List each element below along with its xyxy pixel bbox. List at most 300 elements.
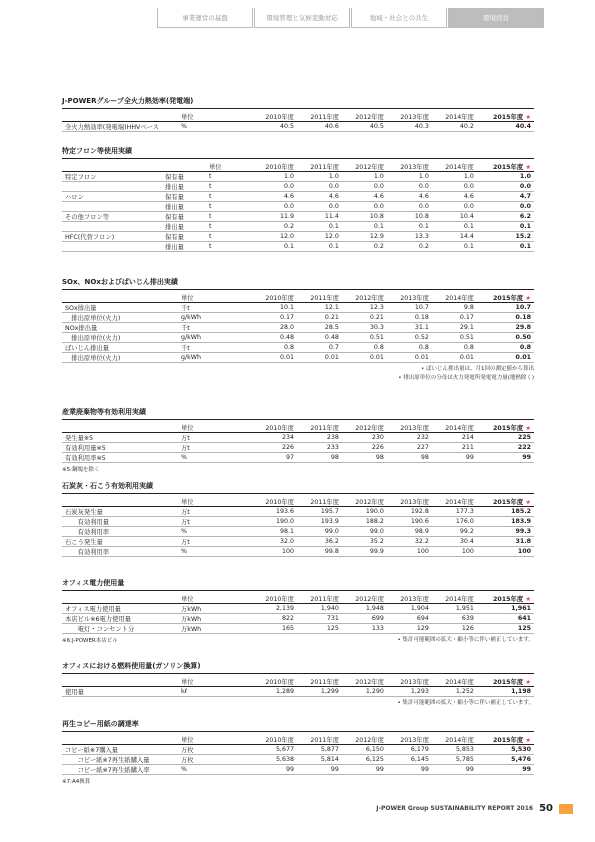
cell-value: 195.7 xyxy=(297,507,342,517)
cell-value: 0.0 xyxy=(477,182,534,192)
cell-value: 99 xyxy=(297,765,342,775)
table-row xyxy=(62,527,534,537)
cell-value: 13.3 xyxy=(387,232,432,242)
cell-value: 0.0 xyxy=(477,202,534,212)
header-year: 2013年度 xyxy=(387,497,432,507)
header-year: 2015年度 ★ xyxy=(477,112,534,122)
cell-value: 1,961 xyxy=(477,604,534,614)
row-unit: 千t xyxy=(178,323,252,333)
cell-value: 192.8 xyxy=(387,507,432,517)
row-label: 有効利用率※5 xyxy=(62,453,178,463)
row-unit: g/kWh xyxy=(178,353,252,363)
cell-value: 99 xyxy=(432,453,477,463)
table-row xyxy=(62,453,534,463)
cell-value: 0.0 xyxy=(432,182,477,192)
header-unit: 単位 xyxy=(178,112,252,122)
cell-value: 0.0 xyxy=(342,202,387,212)
header-blank xyxy=(62,112,178,122)
row-label: オフィス電力使用量 xyxy=(62,604,178,614)
table-row xyxy=(62,192,534,202)
header-unit: 単位 xyxy=(178,677,252,687)
header-year: 2013年度 xyxy=(387,735,432,745)
cell-value: 12.0 xyxy=(297,232,342,242)
cell-value: 98.1 xyxy=(252,527,297,537)
report-title: J-POWER Group SUSTAINABILITY REPORT 2016 xyxy=(376,805,534,812)
header-blank xyxy=(62,293,178,303)
tab-0[interactable]: 事業運営の基盤 xyxy=(157,8,253,28)
cell-value: 0.0 xyxy=(297,202,342,212)
cell-value: 1,293 xyxy=(387,687,432,697)
row-label: 石こう発生量 xyxy=(62,537,178,547)
cell-value: 0.8 xyxy=(342,343,387,353)
cell-value: 125 xyxy=(297,624,342,634)
cell-value: 190.0 xyxy=(342,507,387,517)
section-title: 石炭灰・石こう有効利用実績 xyxy=(62,481,534,494)
header-year: 2012年度 xyxy=(342,162,387,172)
row-unit: 万t xyxy=(178,537,252,547)
cell-value: 31.8 xyxy=(477,537,534,547)
row-unit: 万t xyxy=(178,443,252,453)
row-sublabel: 保有量 xyxy=(162,212,206,222)
row-unit: t xyxy=(206,182,252,192)
row-unit: % xyxy=(178,765,252,775)
cell-value: 6,125 xyxy=(342,755,387,765)
cell-value: 99 xyxy=(342,765,387,775)
cell-value: 40.2 xyxy=(432,122,477,132)
cell-value: 165 xyxy=(252,624,297,634)
header-year: 2010年度 xyxy=(252,735,297,745)
header-row xyxy=(62,594,534,604)
header-year: 2010年度 xyxy=(252,293,297,303)
cell-value: 14.4 xyxy=(432,232,477,242)
footer xyxy=(376,803,573,814)
cell-value: 10.1 xyxy=(252,303,297,313)
header-unit: 単位 xyxy=(178,497,252,507)
cell-value: 32.0 xyxy=(252,537,297,547)
section-title: オフィス電力使用量 xyxy=(62,578,534,591)
cell-value: 0.1 xyxy=(477,222,534,232)
section-title: 再生コピー用紙の調達率 xyxy=(62,719,534,732)
row-unit: 千t xyxy=(178,343,252,353)
office-fuel-table xyxy=(62,677,534,697)
cell-value: 0.0 xyxy=(252,202,297,212)
cell-value: 0.0 xyxy=(387,202,432,212)
cell-value: 230 xyxy=(342,433,387,443)
header-year: 2011年度 xyxy=(297,594,342,604)
table-row xyxy=(62,172,534,182)
cell-value: 0.17 xyxy=(432,313,477,323)
cell-value: 0.0 xyxy=(342,182,387,192)
table-row xyxy=(62,122,534,132)
header-unit: 単位 xyxy=(178,735,252,745)
table-row xyxy=(62,517,534,527)
star-icon: ★ xyxy=(525,295,531,302)
cell-value: 99.9 xyxy=(342,547,387,557)
cell-value: 1,951 xyxy=(432,604,477,614)
cell-value: 226 xyxy=(342,443,387,453)
cell-value: 183.9 xyxy=(477,517,534,527)
cell-value: 5,853 xyxy=(432,745,477,755)
row-unit: t xyxy=(206,222,252,232)
cell-value: 40.4 xyxy=(477,122,534,132)
cell-value: 1,289 xyxy=(252,687,297,697)
header-year: 2015年度 ★ xyxy=(477,594,534,604)
cell-value: 6,145 xyxy=(387,755,432,765)
table-row xyxy=(62,222,534,232)
cell-value: 694 xyxy=(387,614,432,624)
header-year: 2014年度 xyxy=(432,735,477,745)
row-label: 石炭灰発生量 xyxy=(62,507,178,517)
freon-table xyxy=(62,162,534,252)
cell-value: 5,530 xyxy=(477,745,534,755)
header-year: 2012年度 xyxy=(342,293,387,303)
cell-value: 6.2 xyxy=(477,212,534,222)
header-unit: 単位 xyxy=(178,423,252,433)
header-year: 2015年度 ★ xyxy=(477,423,534,433)
cell-value: 0.8 xyxy=(252,343,297,353)
cell-value: 6,179 xyxy=(387,745,432,755)
cell-value: 211 xyxy=(432,443,477,453)
row-unit: 万t xyxy=(178,517,252,527)
cell-value: 98 xyxy=(342,453,387,463)
header-blank xyxy=(62,497,178,507)
row-unit: 万枚 xyxy=(178,745,252,755)
row-label xyxy=(62,202,162,212)
cell-value: 11.9 xyxy=(252,212,297,222)
row-label: 電灯・コンセント分 xyxy=(62,624,178,634)
star-icon: ★ xyxy=(525,679,531,686)
cell-value: 1.0 xyxy=(477,172,534,182)
cell-value: 10.7 xyxy=(477,303,534,313)
table-row xyxy=(62,202,534,212)
cell-value: 1,948 xyxy=(342,604,387,614)
cell-value: 2,139 xyxy=(252,604,297,614)
cell-value: 32.2 xyxy=(387,537,432,547)
cell-value: 193.6 xyxy=(252,507,297,517)
coal-ash-table xyxy=(62,497,534,557)
header-year: 2014年度 xyxy=(432,293,477,303)
note: • 集計可能範囲の拡大・縮小等に伴い補正しています。 xyxy=(397,700,534,706)
row-unit: kℓ xyxy=(178,687,252,697)
row-label: 特定フロン xyxy=(62,172,162,182)
section-title: オフィスにおける燃料使用量(ガソリン換算) xyxy=(62,661,534,674)
star-icon: ★ xyxy=(525,114,531,121)
cell-value: 98 xyxy=(387,453,432,463)
cell-value: 12.3 xyxy=(342,303,387,313)
header-year: 2011年度 xyxy=(297,423,342,433)
header-year: 2011年度 xyxy=(297,162,342,172)
star-icon: ★ xyxy=(525,737,531,744)
row-label xyxy=(62,242,162,252)
row-label: SOx排出量 xyxy=(62,303,178,313)
table-row xyxy=(62,604,534,614)
cell-value: 0.01 xyxy=(252,353,297,363)
row-label: コピー紙※7再生紙購入率 xyxy=(62,765,178,775)
cell-value: 4.6 xyxy=(342,192,387,202)
row-unit: % xyxy=(178,527,252,537)
header-year: 2015年度 ★ xyxy=(477,735,534,745)
cell-value: 176.0 xyxy=(432,517,477,527)
tab-3[interactable]: 環境経営 xyxy=(448,8,544,28)
header-year: 2011年度 xyxy=(297,735,342,745)
page-number: 50 xyxy=(539,803,553,814)
row-unit: 万t xyxy=(178,433,252,443)
table-row xyxy=(62,433,534,443)
cell-value: 0.1 xyxy=(387,222,432,232)
row-label: ハロン xyxy=(62,192,162,202)
cell-value: 4.6 xyxy=(252,192,297,202)
top-tabs xyxy=(157,8,545,28)
table-row xyxy=(62,353,534,363)
row-unit: 万kWh xyxy=(178,614,252,624)
row-unit: g/kWh xyxy=(178,313,252,323)
table-row xyxy=(62,343,534,353)
table-row xyxy=(62,303,534,313)
cell-value: 99 xyxy=(387,765,432,775)
header-row xyxy=(62,423,534,433)
cell-value: 4.6 xyxy=(387,192,432,202)
cell-value: 0.01 xyxy=(297,353,342,363)
cell-value: 4.7 xyxy=(477,192,534,202)
cell-value: 5,814 xyxy=(297,755,342,765)
row-sublabel: 排出量 xyxy=(162,202,206,212)
cell-value: 100 xyxy=(477,547,534,557)
header-year: 2013年度 xyxy=(387,112,432,122)
row-label: NOx排出量 xyxy=(62,323,178,333)
star-icon: ★ xyxy=(525,499,531,506)
cell-value: 0.18 xyxy=(387,313,432,323)
header-unit: 単位 xyxy=(178,594,252,604)
row-label: コピー紙※7再生紙購入量 xyxy=(62,755,178,765)
row-label: HFC(代替フロン) xyxy=(62,232,162,242)
cell-value: 0.8 xyxy=(477,343,534,353)
cell-value: 5,877 xyxy=(297,745,342,755)
note: • 集計可能範囲の拡大・縮小等に伴い補正しています。 xyxy=(397,637,534,643)
cell-value: 15.2 xyxy=(477,232,534,242)
table-row xyxy=(62,507,534,517)
star-icon: ★ xyxy=(525,596,531,603)
header-year: 2010年度 xyxy=(252,497,297,507)
table-row xyxy=(62,765,534,775)
row-unit: t xyxy=(206,172,252,182)
cell-value: 4.6 xyxy=(432,192,477,202)
table-row xyxy=(62,323,534,333)
cell-value: 238 xyxy=(297,433,342,443)
row-unit: t xyxy=(206,212,252,222)
cell-value: 0.48 xyxy=(297,333,342,343)
header-year: 2011年度 xyxy=(297,293,342,303)
cell-value: 0.0 xyxy=(432,202,477,212)
cell-value: 1,198 xyxy=(477,687,534,697)
header-year: 2012年度 xyxy=(342,735,387,745)
cell-value: 40.5 xyxy=(252,122,297,132)
cell-value: 226 xyxy=(252,443,297,453)
cell-value: 1.0 xyxy=(297,172,342,182)
thermal-efficiency-table xyxy=(62,112,534,132)
row-unit: 万kWh xyxy=(178,624,252,634)
cell-value: 0.2 xyxy=(387,242,432,252)
cell-value: 177.3 xyxy=(432,507,477,517)
header-row xyxy=(62,112,534,122)
cell-value: 0.50 xyxy=(477,333,534,343)
row-label: 本店ビル※6電力使用量 xyxy=(62,614,178,624)
cell-value: 28.5 xyxy=(297,323,342,333)
row-unit: % xyxy=(178,547,252,557)
cell-value: 29.1 xyxy=(432,323,477,333)
row-unit: 万t xyxy=(178,507,252,517)
table-row xyxy=(62,687,534,697)
section-freon xyxy=(62,146,534,252)
cell-value: 0.7 xyxy=(297,343,342,353)
header-year: 2010年度 xyxy=(252,594,297,604)
table-row xyxy=(62,755,534,765)
cell-value: 0.0 xyxy=(297,182,342,192)
header-year: 2012年度 xyxy=(342,594,387,604)
header-year: 2012年度 xyxy=(342,423,387,433)
row-unit: g/kWh xyxy=(178,333,252,343)
cell-value: 0.1 xyxy=(432,222,477,232)
star-icon: ★ xyxy=(525,425,531,432)
note: ※5:鋼塊を除く xyxy=(62,467,100,473)
header-year: 2010年度 xyxy=(252,162,297,172)
cell-value: 99.8 xyxy=(297,547,342,557)
cell-value: 0.8 xyxy=(432,343,477,353)
cell-value: 0.8 xyxy=(387,343,432,353)
cell-value: 214 xyxy=(432,433,477,443)
cell-value: 5,677 xyxy=(252,745,297,755)
row-label: 発生量※5 xyxy=(62,433,178,443)
cell-value: 11.4 xyxy=(297,212,342,222)
cell-value: 1,904 xyxy=(387,604,432,614)
row-label: 排出原単位(火力) xyxy=(62,313,178,323)
cell-value: 35.2 xyxy=(342,537,387,547)
section-title: J-POWERグループ全火力熱効率(発電端) xyxy=(62,96,534,109)
cell-value: 36.2 xyxy=(297,537,342,547)
cell-value: 0.2 xyxy=(252,222,297,232)
row-label: 有効利用量※5 xyxy=(62,443,178,453)
cell-value: 0.18 xyxy=(477,313,534,323)
cell-value: 0.1 xyxy=(477,242,534,252)
section-office-power xyxy=(62,578,534,644)
header-blank xyxy=(62,594,178,604)
cell-value: 0.1 xyxy=(297,222,342,232)
row-unit: % xyxy=(178,453,252,463)
header-row xyxy=(62,677,534,687)
cell-value: 0.51 xyxy=(342,333,387,343)
sox-nox-table xyxy=(62,293,534,363)
header-row xyxy=(62,293,534,303)
section-title: 産業廃棄物等有効利用実績 xyxy=(62,407,534,420)
header-year: 2011年度 xyxy=(297,112,342,122)
note: ※7:A4換算 xyxy=(62,779,91,785)
cell-value: 185.2 xyxy=(477,507,534,517)
cell-value: 731 xyxy=(297,614,342,624)
row-unit: 千t xyxy=(178,303,252,313)
cell-value: 0.01 xyxy=(432,353,477,363)
section-office-fuel xyxy=(62,661,534,706)
cell-value: 1,299 xyxy=(297,687,342,697)
cell-value: 100 xyxy=(387,547,432,557)
cell-value: 5,785 xyxy=(432,755,477,765)
cell-value: 40.6 xyxy=(297,122,342,132)
cell-value: 29.8 xyxy=(477,323,534,333)
table-row xyxy=(62,182,534,192)
header-year: 2011年度 xyxy=(297,677,342,687)
cell-value: 0.01 xyxy=(477,353,534,363)
cell-value: 1,290 xyxy=(342,687,387,697)
row-unit: t xyxy=(206,232,252,242)
table-row xyxy=(62,212,534,222)
cell-value: 188.2 xyxy=(342,517,387,527)
cell-value: 5,638 xyxy=(252,755,297,765)
cell-value: 97 xyxy=(252,453,297,463)
header-blank xyxy=(62,677,178,687)
row-sublabel: 保有量 xyxy=(162,232,206,242)
header-blank xyxy=(62,162,162,172)
cell-value: 10.4 xyxy=(432,212,477,222)
cell-value: 12.9 xyxy=(342,232,387,242)
cell-value: 99.0 xyxy=(342,527,387,537)
cell-value: 233 xyxy=(297,443,342,453)
cell-value: 10.7 xyxy=(387,303,432,313)
cell-value: 232 xyxy=(387,433,432,443)
cell-value: 193.9 xyxy=(297,517,342,527)
row-unit: % xyxy=(178,122,252,132)
cell-value: 227 xyxy=(387,443,432,453)
cell-value: 1,252 xyxy=(432,687,477,697)
cell-value: 234 xyxy=(252,433,297,443)
tab-1[interactable]: 環境管理と気候変動対応 xyxy=(254,8,350,28)
cell-value: 0.01 xyxy=(387,353,432,363)
cell-value: 98.9 xyxy=(387,527,432,537)
row-label: その他フロン等 xyxy=(62,212,162,222)
cell-value: 12.1 xyxy=(297,303,342,313)
header-blank xyxy=(62,735,178,745)
header-year: 2013年度 xyxy=(387,594,432,604)
section-title: SOx、NOxおよびばいじん排出実績 xyxy=(62,277,534,290)
header-unit: 単位 xyxy=(206,162,252,172)
cell-value: 0.0 xyxy=(252,182,297,192)
table-row xyxy=(62,547,534,557)
table-row xyxy=(62,333,534,343)
cell-value: 99.2 xyxy=(432,527,477,537)
cell-value: 0.21 xyxy=(297,313,342,323)
row-unit: t xyxy=(206,192,252,202)
header-row xyxy=(62,497,534,507)
cell-value: 9.8 xyxy=(432,303,477,313)
cell-value: 99 xyxy=(477,453,534,463)
table-row xyxy=(62,745,534,755)
table-row xyxy=(62,624,534,634)
cell-value: 0.1 xyxy=(432,242,477,252)
cell-value: 10.8 xyxy=(387,212,432,222)
cell-value: 30.3 xyxy=(342,323,387,333)
cell-value: 40.3 xyxy=(387,122,432,132)
tab-2[interactable]: 地域・社会との共生 xyxy=(351,8,447,28)
header-year: 2012年度 xyxy=(342,677,387,687)
row-unit: 万kWh xyxy=(178,604,252,614)
cell-value: 100 xyxy=(432,547,477,557)
cell-value: 40.5 xyxy=(342,122,387,132)
cell-value: 0.0 xyxy=(387,182,432,192)
cell-value: 190.0 xyxy=(252,517,297,527)
row-sublabel: 排出量 xyxy=(162,242,206,252)
header-blank xyxy=(162,162,206,172)
cell-value: 0.52 xyxy=(387,333,432,343)
section-industrial-waste xyxy=(62,407,534,473)
header-year: 2015年度 ★ xyxy=(477,293,534,303)
header-row xyxy=(62,735,534,745)
